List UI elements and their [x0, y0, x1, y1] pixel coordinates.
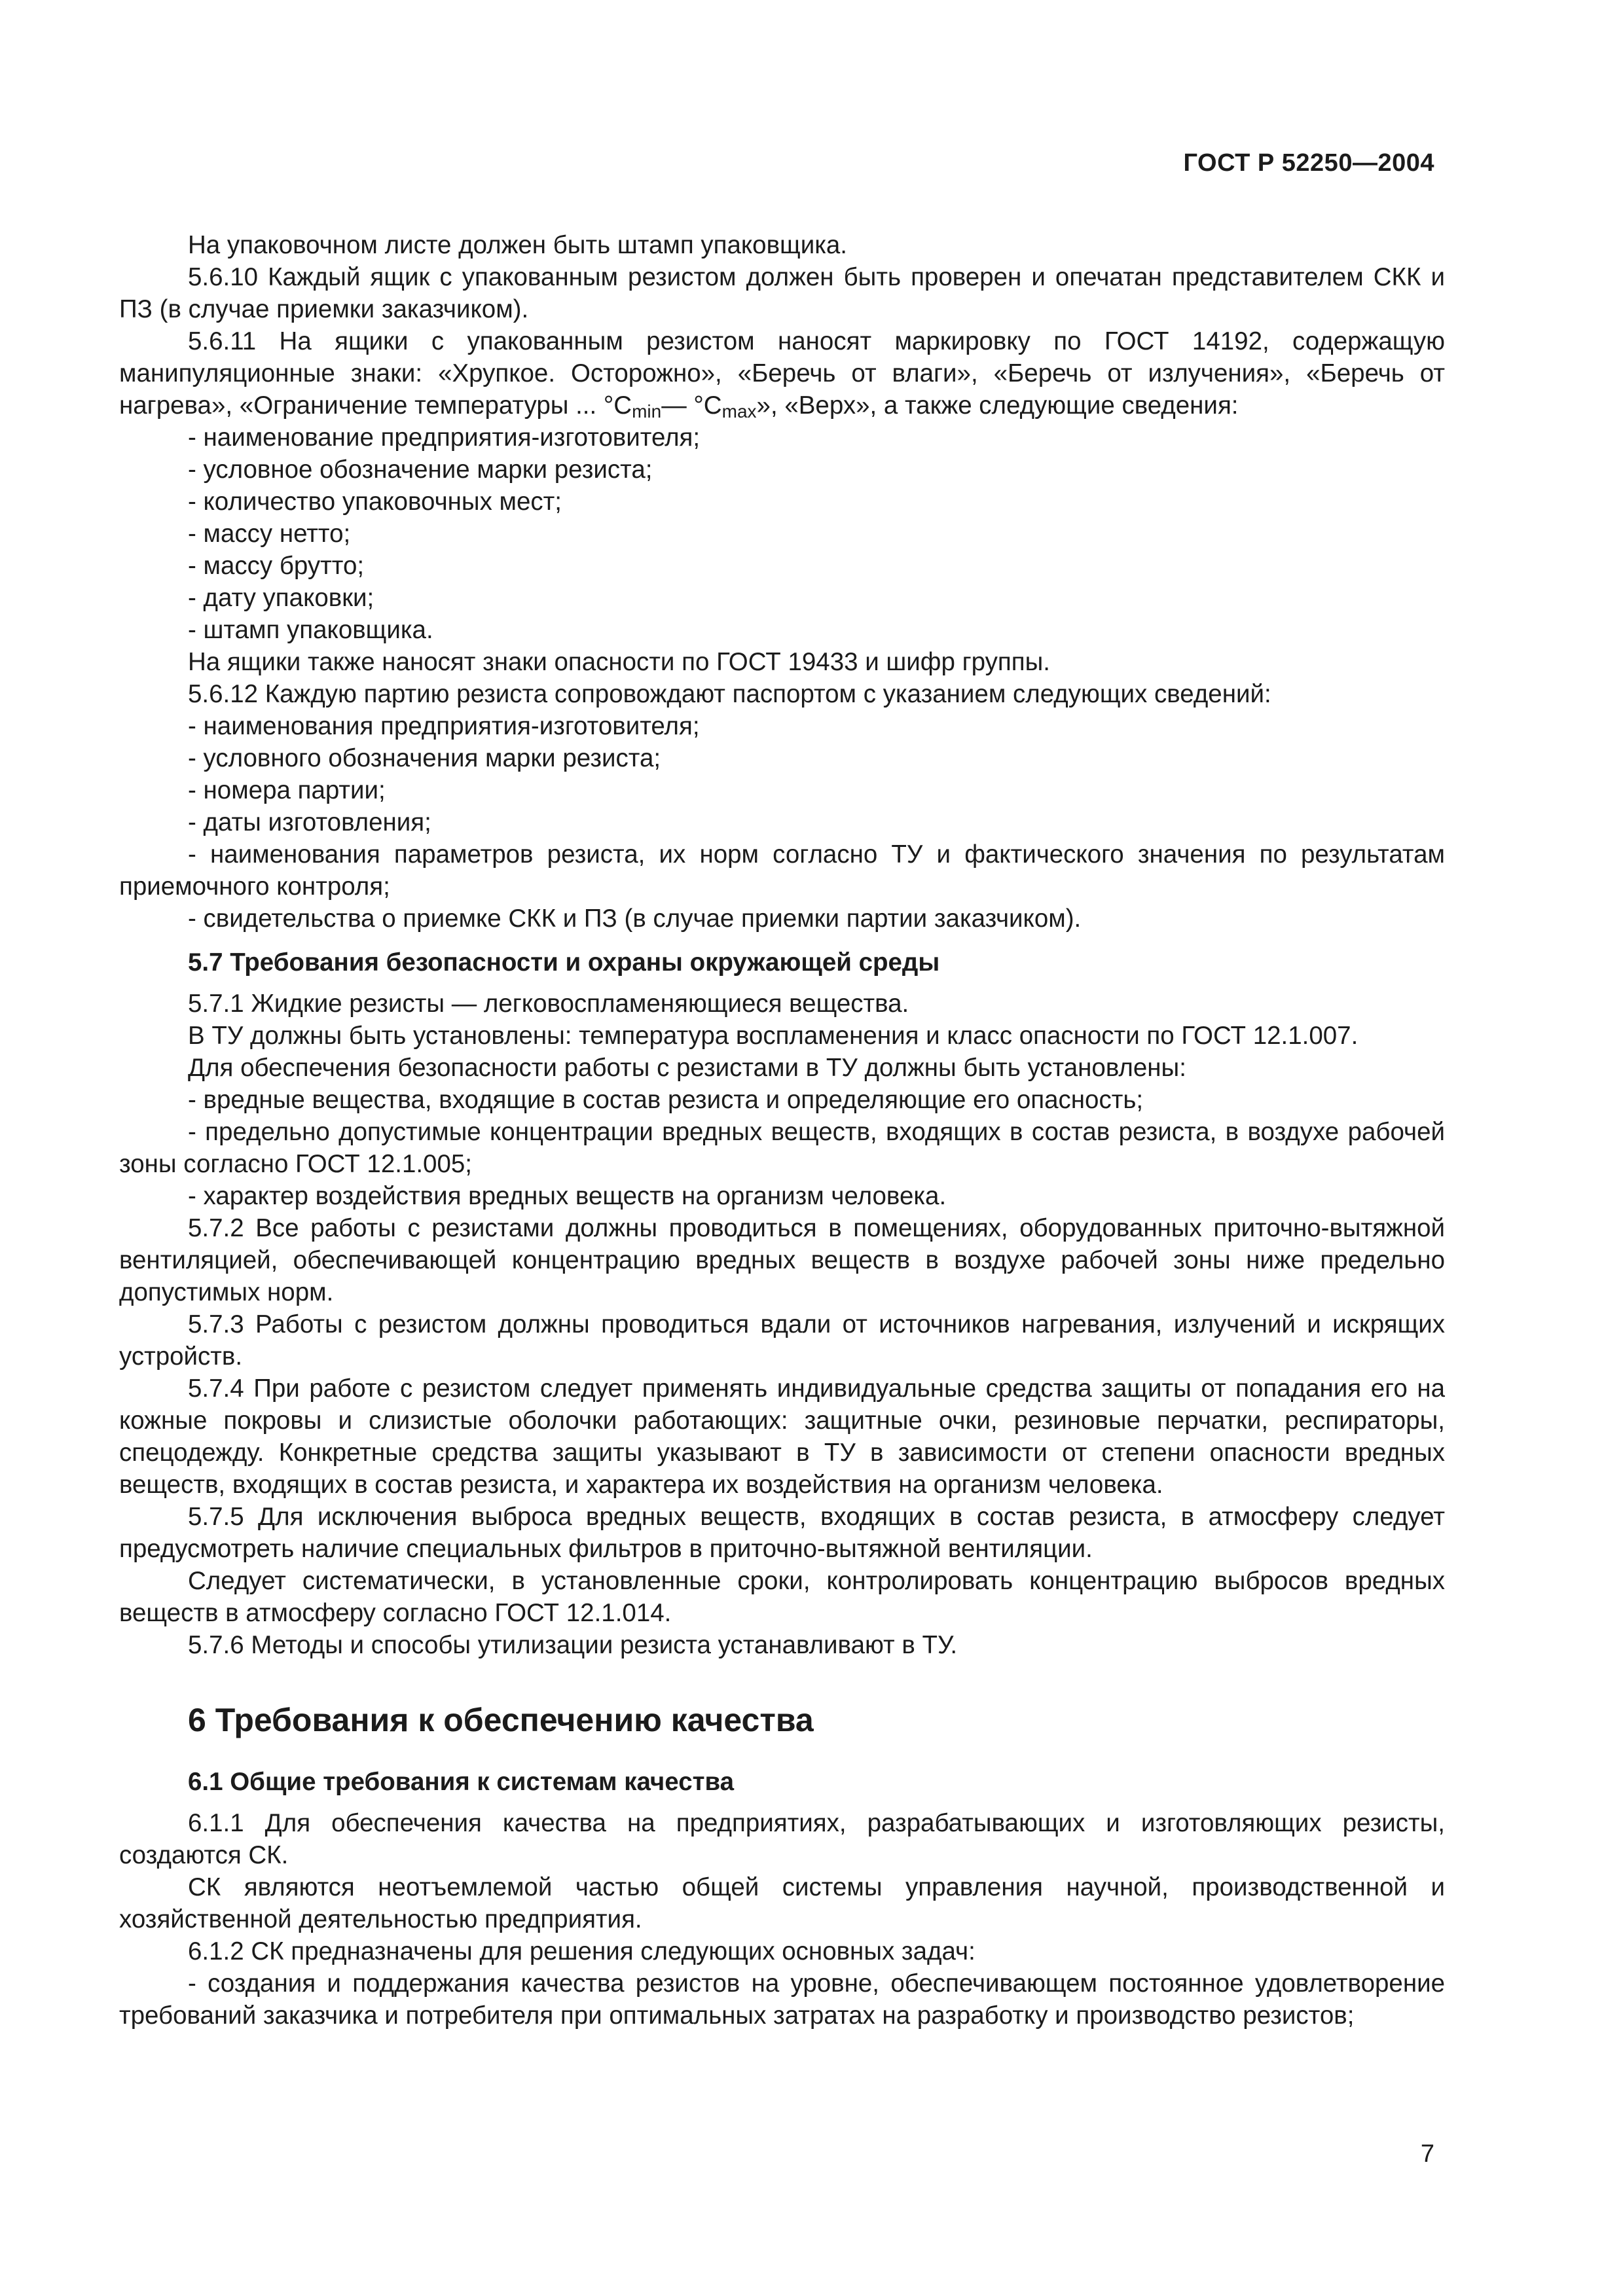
subscript-max: max: [721, 401, 757, 422]
list-item: - наименования параметров резиста, их норм согласно ТУ и фактического значения по результатам приемочного контроля;: [119, 840, 1445, 901]
paragraph-5-6-11: [119, 325, 1445, 422]
page-number: 7: [1420, 2140, 1434, 2168]
paragraph-text: », «Верх», а также следующие сведения:: [756, 391, 1239, 420]
section-heading-5-7: 5.7 Требования безопасности и охраны окружающей среды: [188, 948, 940, 977]
list-item: - наименование предприятия-изготовителя;: [188, 423, 701, 452]
paragraph: 5.7.3 Работы с резистом должны проводиться вдали от источников нагревания, излучений и искрящих устройств.: [119, 1310, 1445, 1371]
list-item: - массу нетто;: [188, 520, 351, 548]
paragraph: 5.7.2 Все работы с резистами должны проводиться в помещениях, оборудованных приточно-вытяжной вентиляцией, обеспечивающей концентрацию вредных веществ в воздухе рабочей зоны ниже предельно допустимых норм.: [119, 1214, 1445, 1306]
paragraph: 5.7.4 При работе с резистом следует применять индивидуальные средства защиты от попадания его на кожные покровы и слизистые оболочки работающих: защитные очки, резиновые перчатки, респираторы, спецодежду. Конкретные средства защиты указывают в ТУ в зависимости от степени опасности вредных веществ, входящих в состав резиста, и характера их воздействия на организм человека.: [119, 1374, 1445, 1499]
section-heading-6-1: 6.1 Общие требования к системам качества: [188, 1768, 735, 1796]
paragraph: 5.7.6 Методы и способы утилизации резиста устанавливают в ТУ.: [188, 1631, 958, 1659]
list-item: - массу брутто;: [188, 552, 365, 580]
paragraph: Для обеспечения безопасности работы с резистами в ТУ должны быть установлены:: [188, 1054, 1186, 1082]
list-item: - количество упаковочных мест;: [188, 488, 562, 516]
list-item: - наименования предприятия-изготовителя;: [188, 712, 700, 740]
list-item: - вредные вещества, входящие в состав резиста и определяющие его опасность;: [188, 1086, 1144, 1114]
document-body: [119, 229, 1445, 2032]
paragraph-text: — °C: [661, 391, 722, 420]
list-item: - номера партии;: [188, 776, 386, 804]
paragraph: На ящики также наносят знаки опасности по ГОСТ 19433 и шифр группы.: [188, 648, 1050, 676]
section-heading-6: 6 Требования к обеспечению качества: [188, 1702, 814, 1738]
paragraph: 6.1.2 СК предназначены для решения следующих основных задач:: [188, 1937, 976, 1965]
list-item: - дату упаковки;: [188, 584, 374, 612]
list-item: - свидетельства о приемке СКК и ПЗ (в случае приемки партии заказчиком).: [188, 905, 1082, 933]
list-item: - штамп упаковщика.: [188, 616, 433, 644]
paragraph: 5.7.1 Жидкие резисты — легковоспламеняющиеся вещества.: [188, 990, 909, 1018]
paragraph: 6.1.1 Для обеспечения качества на предприятиях, разрабатывающих и изготовляющих резисты, создаются СК.: [119, 1809, 1445, 1869]
list-item: - характер воздействия вредных веществ на организм человека.: [188, 1182, 947, 1210]
paragraph: 5.6.10 Каждый ящик с упакованным резистом должен быть проверен и опечатан представителем СКК и ПЗ (в случае приемки заказчиком).: [119, 263, 1445, 323]
list-item: - создания и поддержания качества резистов на уровне, обеспечивающем постоянное удовлетворение требований заказчика и потребителя при оптимальных затратах на разработку и производство резистов;: [119, 1969, 1445, 2030]
document-header: ГОСТ Р 52250—2004: [1183, 149, 1434, 177]
list-item: - даты изготовления;: [188, 808, 431, 836]
paragraph: 5.7.5 Для исключения выброса вредных веществ, входящих в состав резиста, в атмосферу следует предусмотреть наличие специальных фильтров в приточно-вытяжной вентиляции.: [119, 1503, 1445, 1563]
paragraph: Следует систематически, в установленные сроки, контролировать концентрацию выбросов вредных веществ в атмосферу согласно ГОСТ 12.1.014.: [119, 1567, 1445, 1627]
list-item: - предельно допустимые концентрации вредных веществ, входящих в состав резиста, в воздухе рабочей зоны согласно ГОСТ 12.1.005;: [119, 1118, 1445, 1178]
subscript-min: min: [632, 401, 662, 422]
paragraph: На упаковочном листе должен быть штамп упаковщика.: [188, 231, 847, 259]
list-item: - условное обозначение марки резиста;: [188, 456, 653, 484]
list-item: - условного обозначения марки резиста;: [188, 744, 661, 772]
paragraph: 5.6.12 Каждую партию резиста сопровождают паспортом с указанием следующих сведений:: [188, 680, 1271, 708]
paragraph: СК являются неотъемлемой частью общей системы управления научной, производственной и хозяйственной деятельностью предприятия.: [119, 1873, 1445, 1933]
paragraph-text: 5.6.11 На ящики с упакованным резистом наносят маркировку по ГОСТ 14192, содержащую манипуляционные знаки: «Хрупкое. Осторожно», «Беречь от влаги», «Беречь от излучения», «Беречь от нагрева», «Ограничение температуры ... °C: [119, 327, 1445, 420]
paragraph: В ТУ должны быть установлены: температура воспламенения и класс опасности по ГОСТ 12.1.007.: [188, 1022, 1359, 1050]
